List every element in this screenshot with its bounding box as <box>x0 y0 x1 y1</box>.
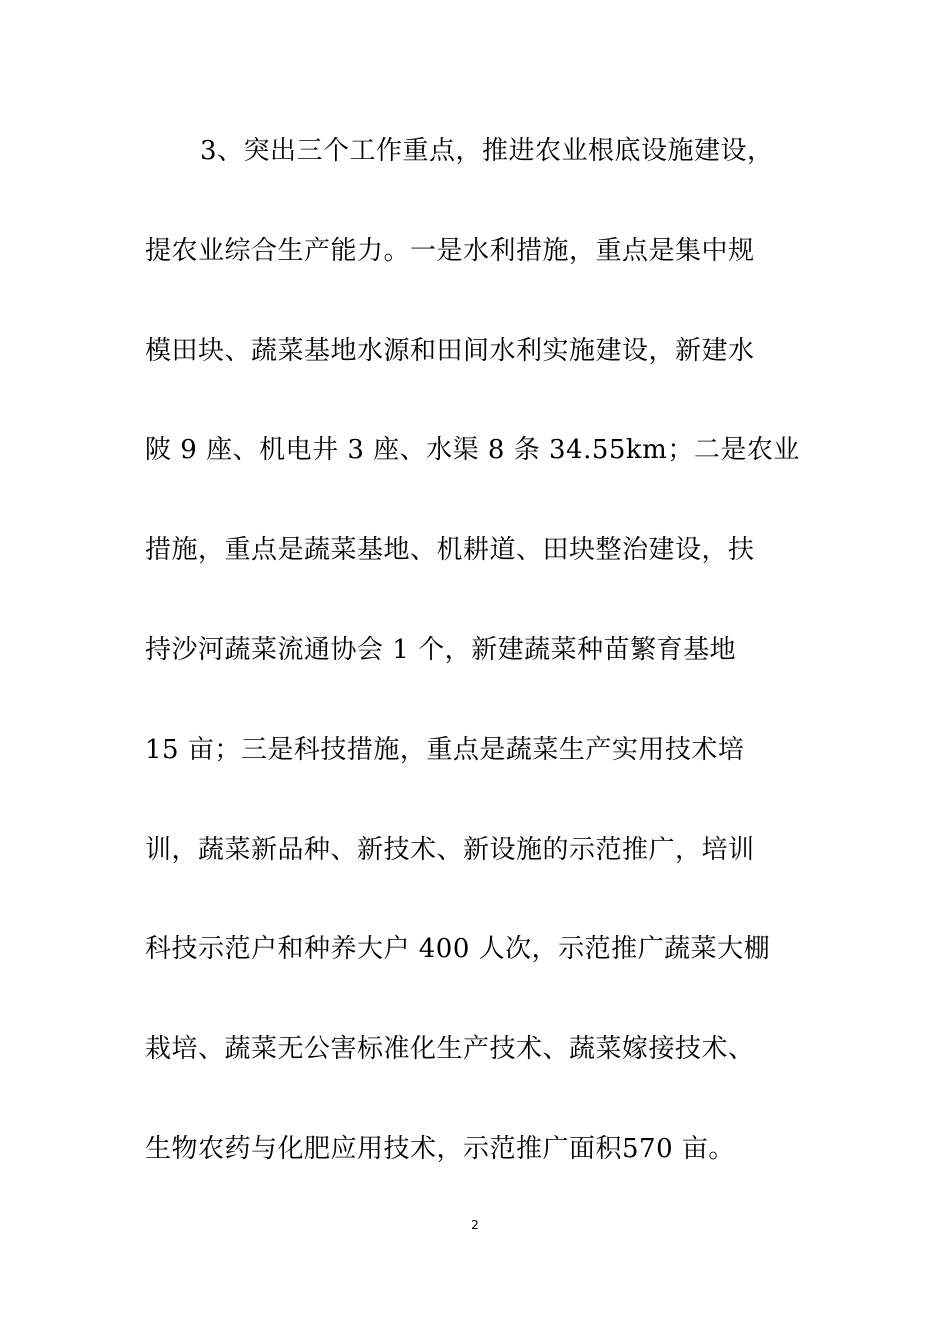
paragraph-line: 措施，重点是蔬菜基地、机耕道、田块整治建设，扶 <box>145 535 755 565</box>
paragraph-line: 15 亩；三是科技措施，重点是蔬菜生产实用技术培 <box>145 735 745 765</box>
paragraph-line: 栽培、蔬菜无公害标准化生产技术、蔬菜嫁接技术、 <box>145 1034 755 1064</box>
paragraph-line: 科技示范户和种养大户 400 人次，示范推广蔬菜大棚 <box>145 934 771 964</box>
paragraph-line: 生物农药与化肥应用技术，示范推广面积570 亩。 <box>145 1134 735 1164</box>
paragraph-line: 陂 9 座、机电井 3 座、水渠 8 条 34.55km；二是农业 <box>145 435 800 465</box>
paragraph-line: 模田块、蔬菜基地水源和田间水利实施建设，新建水 <box>145 336 755 366</box>
page-number: 2 <box>471 1218 479 1232</box>
paragraph-line: 持沙河蔬菜流通协会 1 个，新建蔬菜种苗繁育基地 <box>145 635 737 665</box>
paragraph-line: 3、突出三个工作重点，推进农业根底设施建设， <box>200 136 774 166</box>
paragraph-line: 提农业综合生产能力。一是水利措施，重点是集中规 <box>145 236 755 266</box>
paragraph-line: 训，蔬菜新品种、新技术、新设施的示范推广，培训 <box>145 835 755 865</box>
